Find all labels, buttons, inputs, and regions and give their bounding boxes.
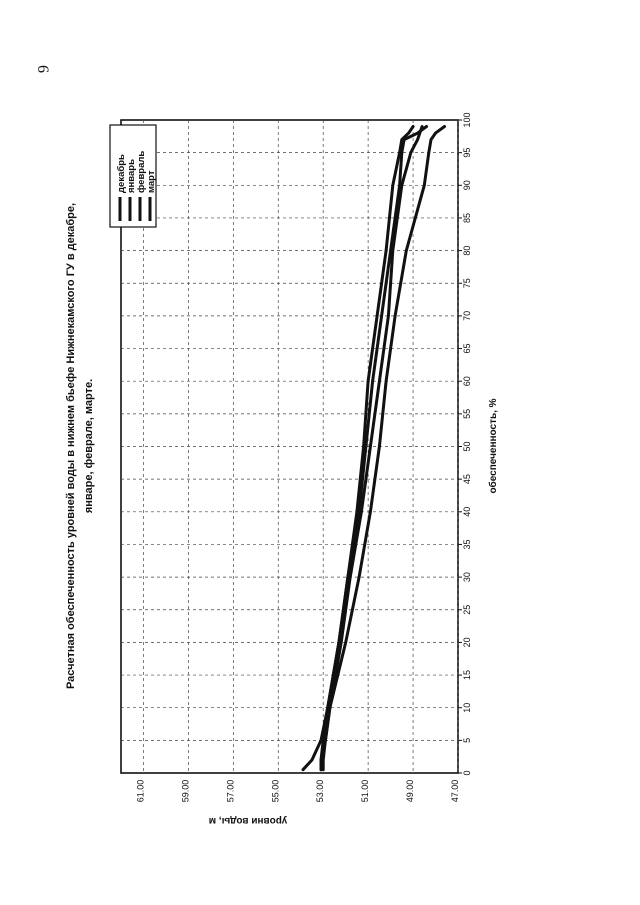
x-tick-label: 40 — [462, 506, 472, 517]
y-tick-label: 53.00 — [315, 779, 326, 803]
x-tick-label: 60 — [462, 376, 472, 387]
x-tick-label: 65 — [462, 343, 472, 354]
x-tick-label: 85 — [462, 212, 472, 223]
x-tick-label: 0 — [462, 770, 472, 776]
legend-label: декабрь — [116, 154, 127, 193]
legend-label: февраль — [136, 150, 147, 193]
y-tick-label: 57.00 — [225, 779, 236, 803]
x-tick-label: 80 — [462, 245, 472, 256]
x-tick-label: 5 — [462, 737, 472, 743]
x-tick-label: 75 — [462, 278, 472, 289]
x-tick-label: 45 — [462, 474, 472, 485]
x-tick-label: 90 — [462, 180, 472, 191]
legend-label: март — [146, 170, 157, 193]
y-tick-label: 55.00 — [270, 779, 281, 803]
x-tick-label: 30 — [462, 572, 472, 583]
x-tick-label: 100 — [462, 112, 472, 128]
x-tick-labels — [462, 112, 472, 775]
y-tick-label: 51.00 — [360, 779, 371, 803]
x-tick-label: 35 — [462, 539, 472, 550]
x-tick-label: 20 — [462, 637, 472, 648]
legend-label: январь — [126, 159, 137, 193]
page-number: 6 — [34, 65, 51, 73]
y-tick-label: 47.00 — [450, 779, 460, 803]
x-tick-label: 25 — [462, 604, 472, 615]
y-tick-label: 61.00 — [135, 779, 146, 803]
x-tick-label: 95 — [462, 147, 472, 158]
x-tick-label: 10 — [462, 702, 472, 713]
x-tick-label: 50 — [462, 441, 472, 452]
y-axis-title: уровни воды, м — [208, 815, 288, 826]
x-tick-label: 70 — [462, 310, 472, 321]
y-tick-labels — [135, 780, 460, 803]
chart-title-line2: январе, феврале, марте. — [83, 378, 95, 514]
chart-title-line1: Расчетная обеспеченность уровней воды в нижнем бьефе Нижнекамского ГУ в декабре, — [65, 202, 77, 690]
x-tick-label: 55 — [462, 408, 472, 419]
x-axis-title: обеспеченность, % — [488, 398, 499, 494]
legend — [110, 125, 157, 227]
y-tick-label: 59.00 — [180, 779, 191, 803]
y-tick-label: 49.00 — [405, 779, 416, 803]
x-tick-label: 15 — [462, 670, 472, 681]
